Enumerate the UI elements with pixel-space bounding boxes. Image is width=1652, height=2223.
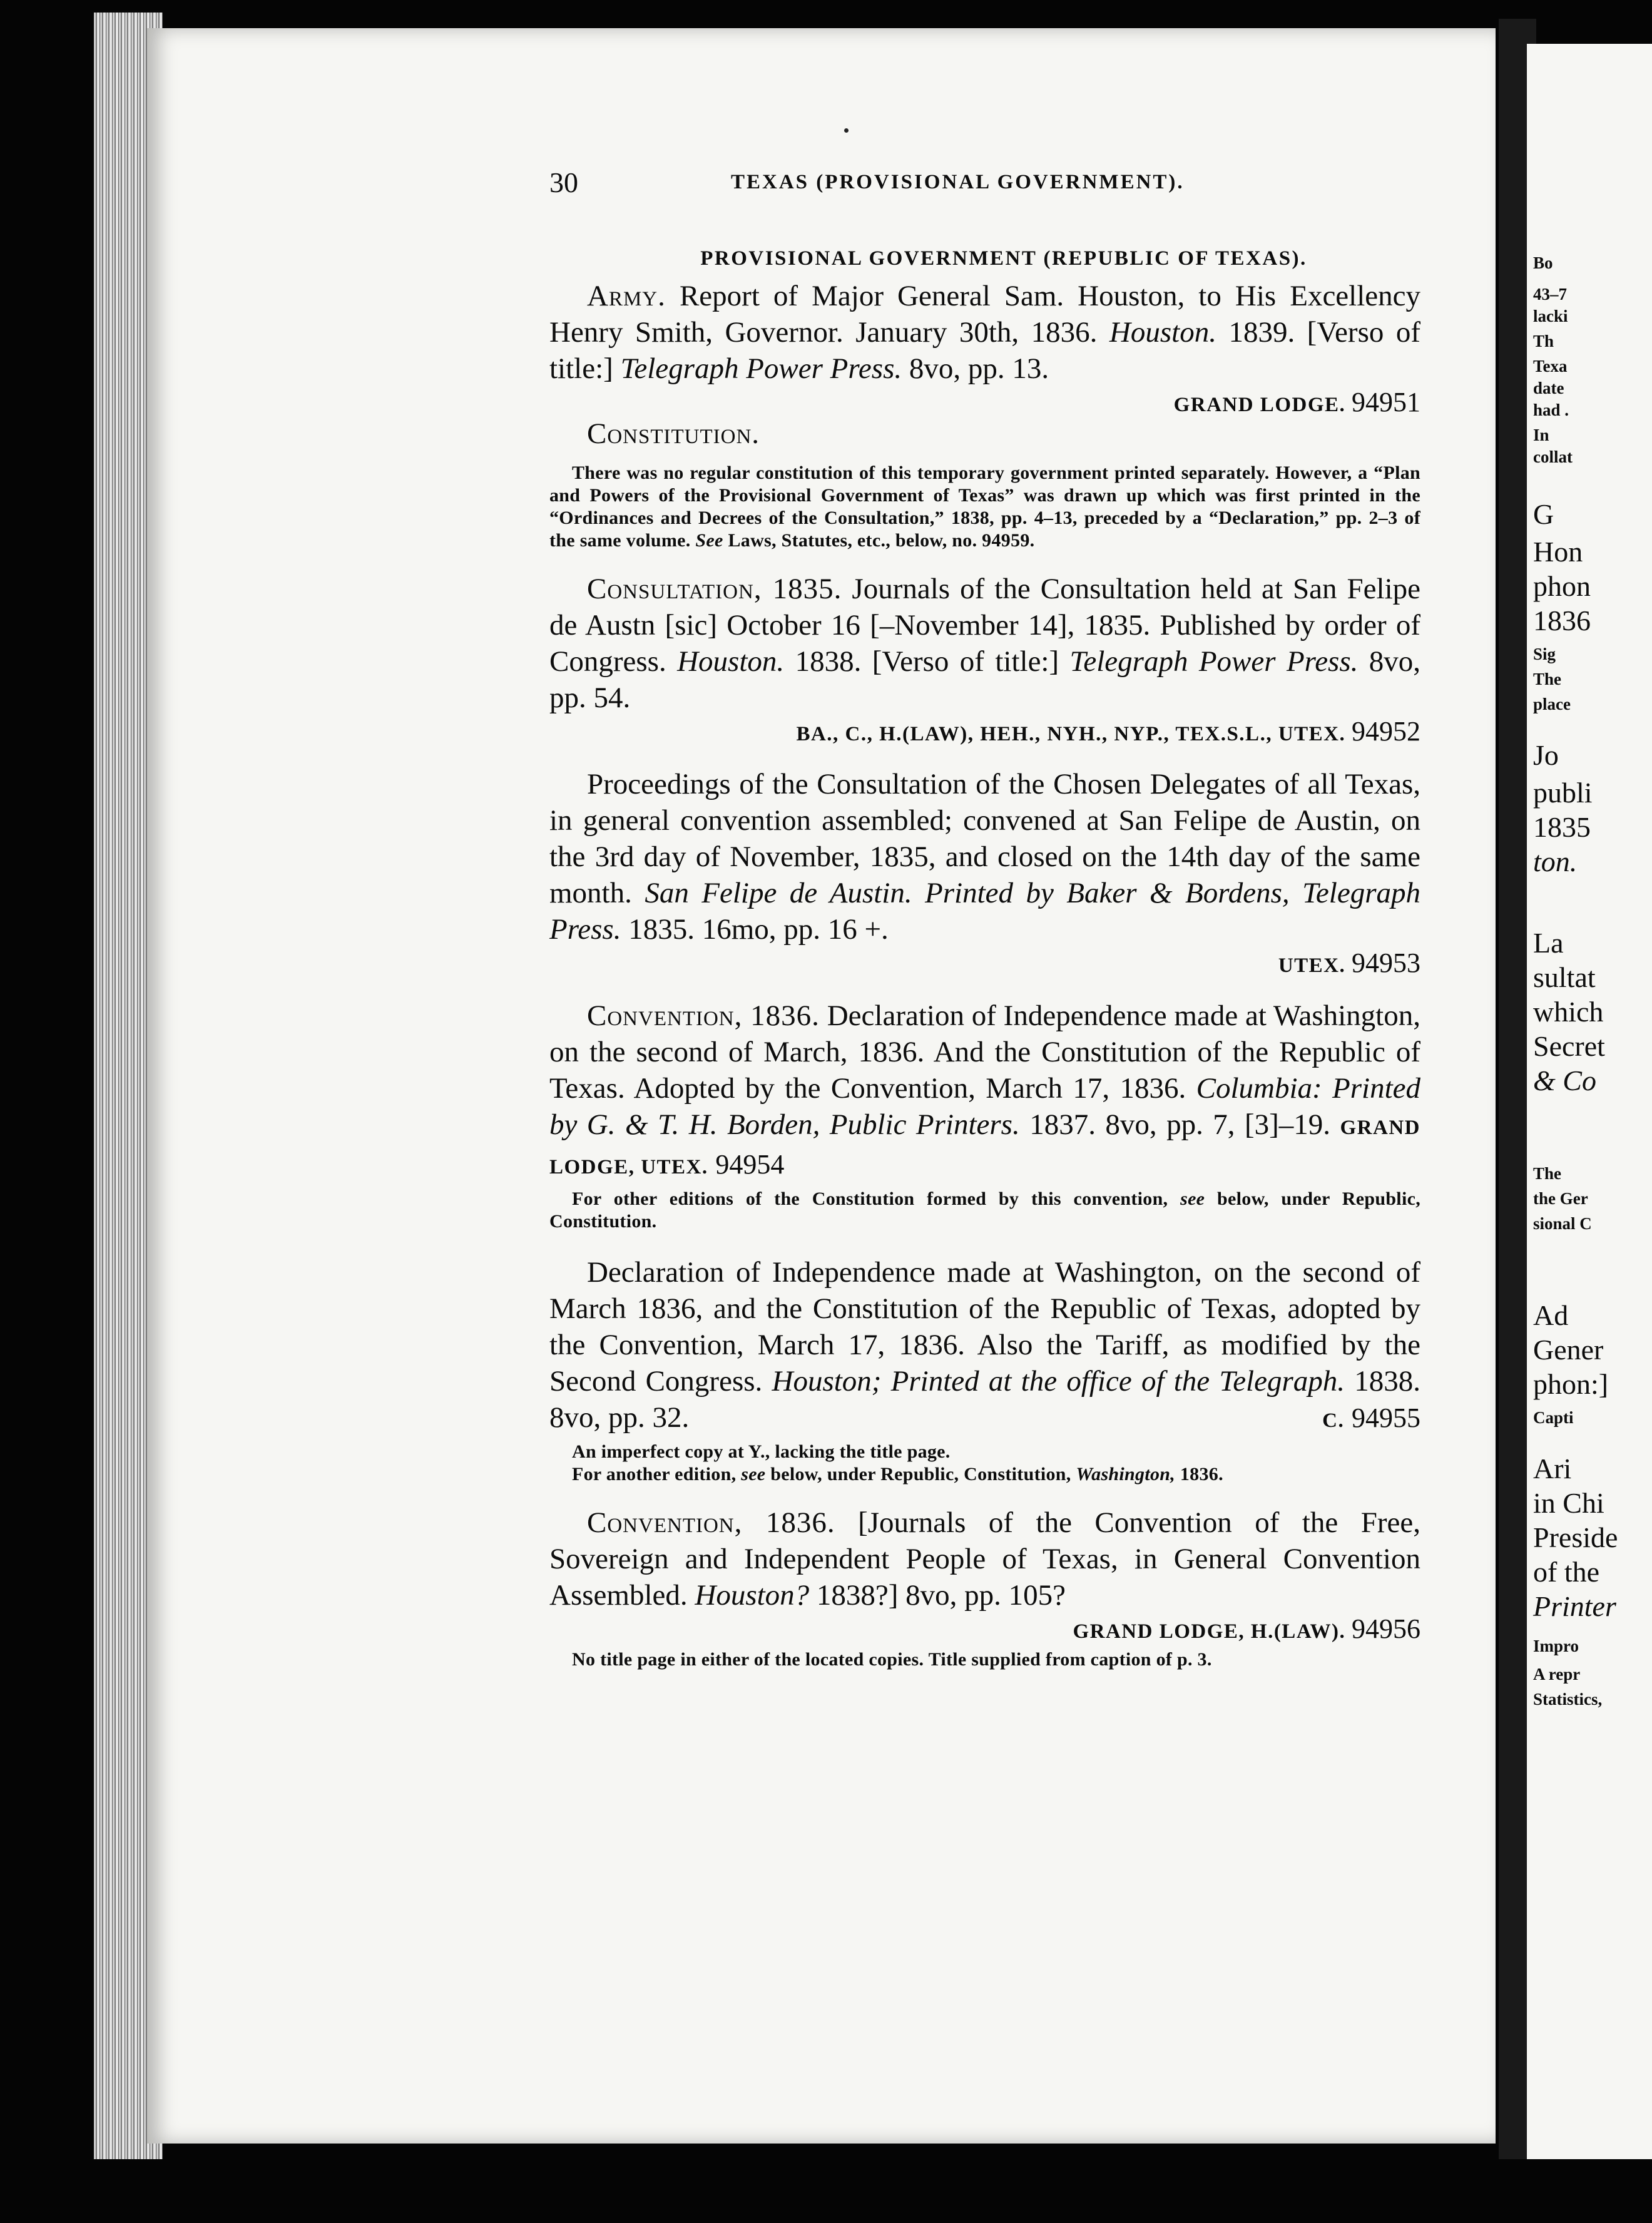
location-codes: BA., C., H.(LAW), HEH., NYH., NYP., TEX.S.L., UTEX.	[796, 723, 1346, 745]
entry-text: 1838. 8vo, pp. 32.	[549, 1365, 1420, 1434]
facing-page	[1527, 44, 1652, 2159]
facing-fragment: Texa	[1533, 357, 1568, 376]
location-codes: GRAND LODGE, UTEX.	[549, 1117, 1420, 1178]
facing-fragment: collat	[1533, 447, 1573, 466]
facing-fragment: 1835	[1533, 811, 1591, 843]
entry-text: 1838. [Verso of title:]	[795, 645, 1059, 678]
location-line	[549, 716, 1420, 750]
entry-constitution	[549, 416, 1420, 552]
note-see: See	[695, 530, 723, 551]
entry-text: Declaration of Independence made at Washington, on the second of March 1836, and the Constitution of the Republic of Texas, adopted by the Convention, March 17, 1836. Also the Tariff, as modified by the Second Congress.	[549, 1256, 1420, 1398]
entry-imprint: Houston.	[1109, 316, 1216, 349]
entry-number: 94951	[1352, 387, 1420, 417]
facing-fragment: lacki	[1533, 307, 1568, 325]
entry-text: Proceedings of the Consultation of the Chosen Delegates of all Texas, in general convention assembled; convened at San Felipe de Austin, on the 3rd day of November, 1835, and closed on the 14th day of the same month.	[549, 768, 1420, 909]
entry-imprint: Houston; Printed at the office of the Telegraph.	[772, 1365, 1345, 1398]
entry-note: below, under Republic, Constitution,	[770, 1464, 1071, 1485]
location-codes: GRAND LODGE, H.(LAW).	[1073, 1620, 1346, 1643]
facing-fragment: The	[1533, 670, 1562, 688]
facing-fragment: Capti	[1533, 1408, 1574, 1427]
entry-heading: Convention, 1836.	[587, 1506, 835, 1539]
facing-fragment: 1836	[1533, 605, 1591, 636]
entry-text: [Journals of the Convention of the Free, Sovereign and Independent People of Texas, in General Convention Assembled.	[549, 1506, 1420, 1612]
note-see: see	[1180, 1188, 1205, 1209]
entry-imprint: Houston.	[677, 645, 785, 678]
running-header	[549, 166, 1420, 203]
location-codes: C.	[1322, 1409, 1345, 1432]
facing-fragment: & Co	[1533, 1065, 1596, 1096]
facing-fragment: of the	[1533, 1556, 1600, 1588]
entry-text: 8vo, pp. 13.	[909, 352, 1049, 385]
section-title: PROVISIONAL GOVERNMENT (REPUBLIC OF TEXAS).	[700, 247, 1307, 270]
entry-note: Laws, Statutes, etc., below, no. 94959.	[728, 530, 1035, 551]
facing-fragment: ton.	[1533, 846, 1578, 877]
entry-note: For other editions of the Constitution formed by this convention,	[572, 1188, 1168, 1209]
facing-fragment: Statistics,	[1533, 1690, 1603, 1709]
facing-fragment: publi	[1533, 777, 1593, 809]
facing-fragment: A repr	[1533, 1665, 1581, 1684]
entry-convention-1836	[549, 998, 1420, 1233]
entry-heading: Convention, 1836.	[587, 999, 820, 1032]
entry-heading: Constitution.	[587, 417, 760, 450]
entry-army	[549, 278, 1420, 421]
entry-note: No title page in either of the located copies. Title supplied from caption of p. 3.	[572, 1649, 1212, 1670]
entry-text: 8vo, pp. 54.	[549, 645, 1421, 714]
entry-text: 1837. 8vo, pp. 7, [3]–19.	[1029, 1108, 1331, 1141]
entry-text: 1838?] 8vo, pp. 105?	[816, 1579, 1066, 1612]
facing-fragment: Jo	[1533, 739, 1559, 771]
entry-note: An imperfect copy at Y., lacking the title page.	[572, 1441, 951, 1462]
location-line	[549, 948, 1420, 981]
facing-fragment: Sig	[1533, 645, 1556, 663]
entry-text: Declaration of Independence made at Washington, on the second of March, 1836. And the Constitution of the Republic of Texas. Adopted by the Convention, March 17, 1836.	[549, 999, 1420, 1105]
ink-speck	[844, 128, 849, 133]
entry-imprint: Houston?	[695, 1579, 810, 1612]
entry-imprint: Columbia: Printed by G. & T. H. Borden, Public Printers.	[549, 1072, 1420, 1141]
entry-imprint: San Felipe de Austin. Printed by Baker & Bordens, Telegraph Press.	[549, 877, 1420, 946]
facing-fragment: sional C	[1533, 1214, 1592, 1233]
page-content	[549, 166, 1420, 1671]
facing-fragment: date	[1533, 379, 1564, 397]
facing-fragment: had .	[1533, 401, 1569, 419]
entry-number: 94952	[1352, 716, 1420, 747]
running-title: TEXAS (PROVISIONAL GOVERNMENT).	[731, 171, 1185, 193]
entry-note: 1836.	[1180, 1464, 1223, 1485]
facing-fragment: The	[1533, 1164, 1562, 1183]
entry-heading: Army.	[587, 280, 666, 312]
entry-number: 94955	[1352, 1403, 1420, 1433]
facing-fragment: Th	[1533, 332, 1554, 350]
entry-note: For another edition,	[572, 1464, 737, 1485]
entry-declaration	[549, 1254, 1420, 1486]
entry-convention-1836-journals	[549, 1505, 1420, 1671]
facing-fragment: in Chi	[1533, 1487, 1604, 1519]
facing-fragment: sultat	[1533, 961, 1596, 993]
entry-text: 1835. 16mo, pp. 16 +.	[628, 913, 889, 946]
entry-number: 94953	[1352, 948, 1420, 978]
entry-text: Journals of the Consultation held at San Felipe de Austn [sic] October 16 [–November 14], 1835. Published by order of Congress.	[549, 573, 1420, 678]
facing-fragment: 43–7	[1533, 285, 1567, 304]
facing-fragment: Bo	[1533, 253, 1553, 272]
location-line	[549, 1613, 1420, 1647]
facing-fragment: phon	[1533, 570, 1591, 602]
entry-proceedings	[549, 766, 1420, 981]
facing-fragment: Secret	[1533, 1030, 1605, 1062]
entry-number: 94954	[715, 1149, 785, 1180]
note-see: see	[741, 1464, 766, 1485]
facing-fragment: Ad	[1533, 1299, 1569, 1331]
entry-text: 1839. [Verso of title:]	[549, 316, 1420, 385]
entry-consultation-1835	[549, 571, 1420, 750]
facing-fragment: which	[1533, 996, 1604, 1028]
facing-fragment: Ari	[1533, 1453, 1572, 1485]
facing-fragment: G	[1533, 498, 1554, 530]
facing-fragment: Preside	[1533, 1521, 1618, 1553]
entry-note: below, under Republic, Constitution.	[549, 1188, 1420, 1232]
entry-number: 94956	[1352, 1613, 1420, 1644]
facing-fragment: place	[1533, 695, 1571, 713]
note-italic: Washington,	[1076, 1464, 1176, 1485]
location-codes: UTEX.	[1278, 954, 1346, 977]
facing-fragment: Impro	[1533, 1637, 1579, 1655]
entry-imprint: Telegraph Power Press.	[620, 352, 902, 385]
facing-fragment: Hon	[1533, 536, 1583, 568]
facing-fragment: Gener	[1533, 1334, 1604, 1366]
entry-note: There was no regular constitution of this temporary government printed separately. However, a “Plan and Powers of the Provisional Government of Texas” was drawn up which was first printed in the “Ordinances and Decrees of the Consultation,” 1838, pp. 4–13, preceded by a “Declaration,” pp. 2–3 of the same volume.	[549, 462, 1420, 551]
facing-fragment: phon:]	[1533, 1368, 1609, 1400]
entry-heading: Consultation, 1835.	[587, 573, 842, 605]
entry-text: Report of Major General Sam. Houston, to His Excellency Henry Smith, Governor. January 30th, 1836.	[549, 280, 1421, 349]
location-codes: GRAND LODGE.	[1173, 394, 1346, 416]
facing-fragment: Printer	[1533, 1590, 1616, 1622]
facing-fragment: In	[1533, 426, 1549, 444]
page-number: 30	[549, 166, 578, 198]
facing-fragment: La	[1533, 927, 1564, 959]
facing-fragment: the Ger	[1533, 1189, 1588, 1208]
entry-imprint: Telegraph Power Press.	[1069, 645, 1359, 678]
